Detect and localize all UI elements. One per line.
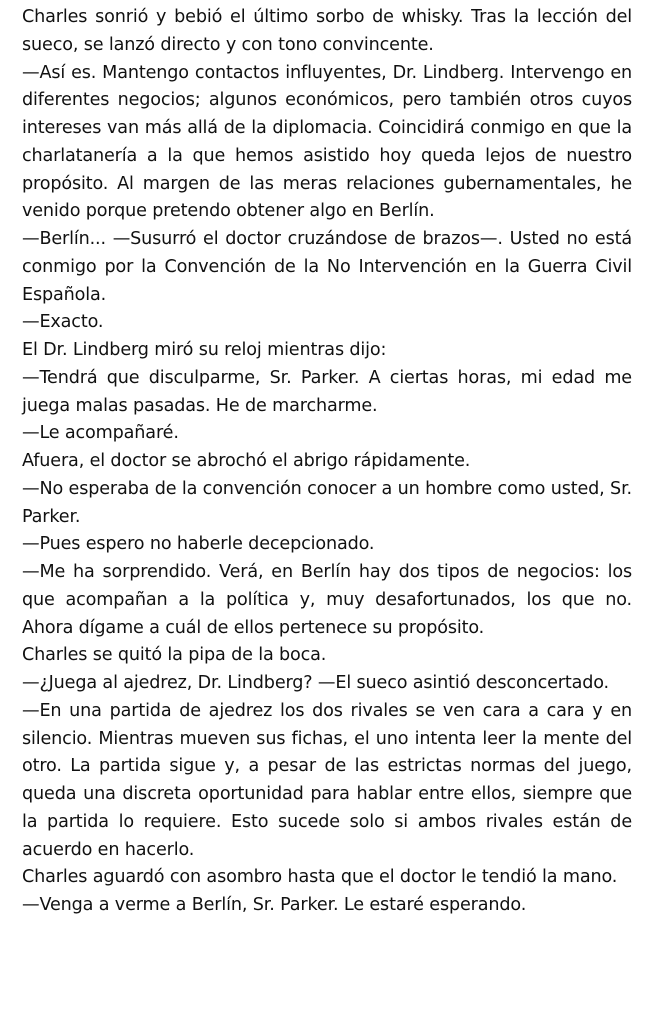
paragraph: —Pues espero no haberle decepcionado. [22,534,375,555]
paragraph: —Me ha sorprendido. Verá, en Berlín hay dos tipos de negocios: los que acompañan a la política y, muy desafortunados, los que no. Ahora dígame a cuál de ellos pertenece su propósito. [22,562,632,638]
paragraph: —No esperaba de la convención conocer a un hombre como usted, Sr. Parker. [22,478,632,527]
page-text [22,4,632,920]
paragraph: —Exacto. [22,312,104,333]
paragraph: Charles se quitó la pipa de la boca. [22,645,327,666]
paragraph: —Le acompañaré. [22,423,179,444]
paragraph: —Así es. Mantengo contactos influyentes, Dr. Lindberg. Intervengo en diferentes negocios; algunos económicos, pero también otros cuyos intereses van más allá de la diplomacia. Coincidirá conmigo en que la charlatanería a la que hemos asistido hoy queda lejos de nuestro propósito. Al margen de las meras relaciones gubernamentales, he venido porque pretendo obtener algo en Berlín. [22,62,632,222]
paragraph: —Venga a verme a Berlín, Sr. Parker. Le estaré esperando. [22,895,527,915]
paragraph: Charles aguardó con asombro hasta que el doctor le tendió la mano. [22,867,618,888]
paragraph: El Dr. Lindberg miró su reloj mientras dijo: [22,340,387,360]
paragraph: —Tendrá que disculparme, Sr. Parker. A ciertas horas, mi edad me juega malas pasadas. He de marcharme. [22,367,632,416]
paragraph: —Berlín... —Susurró el doctor cruzándose de brazos—. Usted no está conmigo por la Convención de la No Intervención en la Guerra Civil Española. [22,229,632,305]
paragraph: Afuera, el doctor se abrochó el abrigo rápidamente. [22,451,471,471]
paragraph: —¿Juega al ajedrez, Dr. Lindberg? —El sueco asintió desconcertado. [22,673,609,693]
paragraph: Charles sonrió y bebió el último sorbo de whisky. Tras la lección del sueco, se lanzó directo y con tono convincente. [22,7,632,55]
paragraph: —En una partida de ajedrez los dos rivales se ven cara a cara y en silencio. Mientras mueven sus fichas, el uno intenta leer la mente del otro. La partida sigue y, a pesar de las estrictas normas del juego, queda una discreta oportunidad para hablar entre ellos, siempre que la partida lo requiere. Esto sucede solo si ambos rivales están de acuerdo en hacerlo. [22,700,632,860]
